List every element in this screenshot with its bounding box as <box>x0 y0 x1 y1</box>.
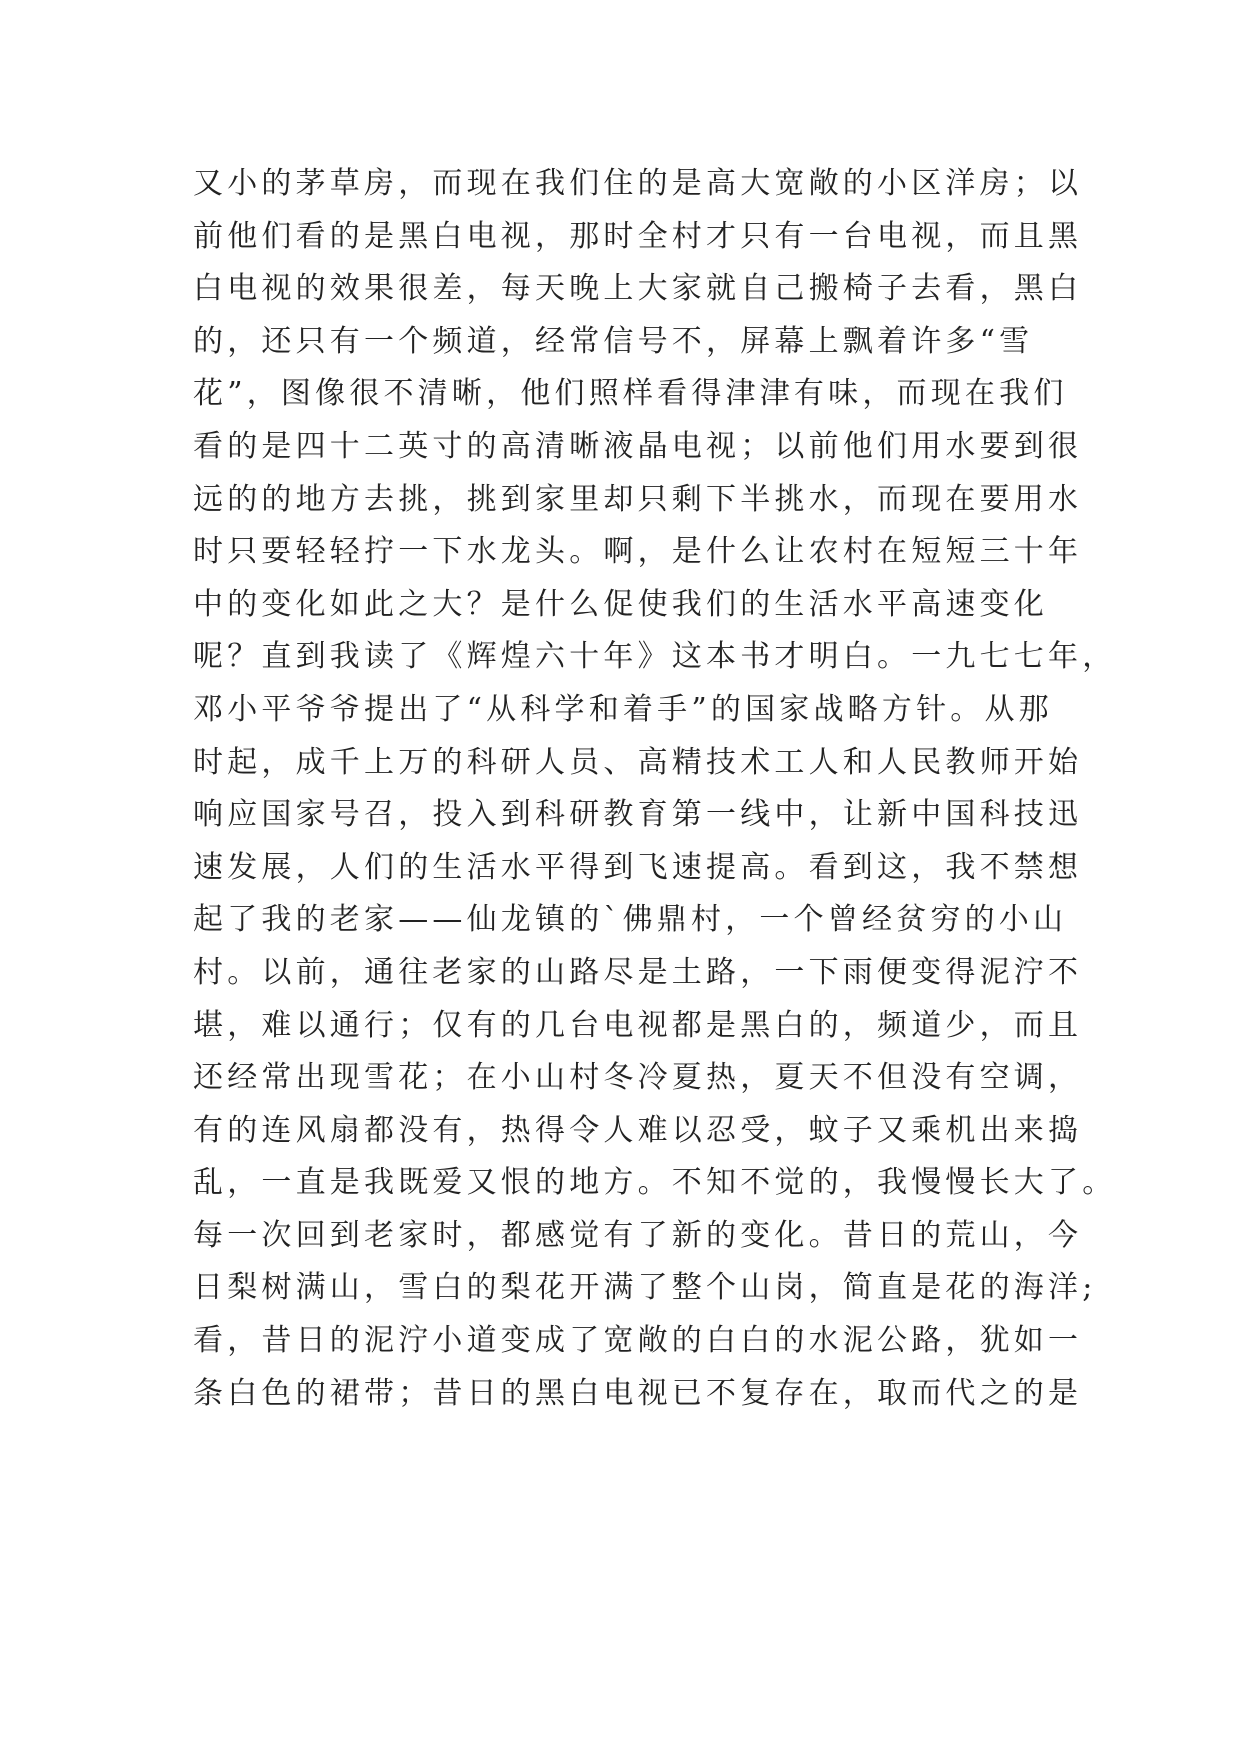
text-line: 时起，成千上万的科研人员、高精技术工人和人民教师开始 <box>193 744 1083 780</box>
text-line: 村。以前，通往老家的山路尽是土路，一下雨便变得泥泞不 <box>193 954 1083 990</box>
text-line: 还经常出现雪花；在小山村冬冷夏热，夏天不但没有空调， <box>193 1060 1083 1096</box>
text-line: 又小的茅草房，而现在我们住的是高大宽敞的小区洋房；以 <box>193 166 1083 201</box>
text-line: 中的变化如此之大？是什么促使我们的生活水平高速变化 <box>193 586 1048 622</box>
text-line: 乱，一直是我既爱又恨的地方。不知不觉的，我慢慢长大了。 <box>193 1165 1117 1201</box>
text-line: 起了我的老家——仙龙镇的`佛鼎村，一个曾经贫穷的小山 <box>193 902 1068 938</box>
text-line: 速发展，人们的生活水平得到飞速提高。看到这，我不禁想 <box>193 849 1083 885</box>
text-line: 呢？直到我读了《辉煌六十年》这本书才明白。一九七七年， <box>193 639 1117 675</box>
text-line: 日梨树满山，雪白的梨花开满了整个山岗，简直是花的海洋; <box>193 1270 1097 1306</box>
text-line: 前他们看的是黑白电视，那时全村才只有一台电视，而且黑 <box>193 218 1083 254</box>
text-line: 的，还只有一个频道，经常信号不，屏幕上飘着许多“雪 <box>193 323 1034 359</box>
body-text <box>193 158 1117 1420</box>
text-line: 邓小平爷爷提出了“从科学和着手”的国家战略方针。从那 <box>193 691 1053 727</box>
text-line: 花”，图像很不清晰，他们照样看得津津有味，而现在我们 <box>193 376 1068 412</box>
text-line: 每一次回到老家时，都感觉有了新的变化。昔日的荒山，今 <box>193 1217 1083 1253</box>
text-line: 看，昔日的泥泞小道变成了宽敞的白白的水泥公路，犹如一 <box>193 1323 1083 1359</box>
text-line: 远的的地方去挑，挑到家里却只剩下半挑水，而现在要用水 <box>193 481 1083 517</box>
text-line: 响应国家号召，投入到科研教育第一线中，让新中国科技迅 <box>193 797 1083 833</box>
text-line: 时只要轻轻拧一下水龙头。啊，是什么让农村在短短三十年 <box>193 534 1083 570</box>
text-line: 看的是四十二英寸的高清晰液晶电视；以前他们用水要到很 <box>193 428 1083 464</box>
text-line: 条白色的裙带；昔日的黑白电视已不复存在，取而代之的是 <box>193 1375 1083 1411</box>
text-line: 有的连风扇都没有，热得令人难以忍受，蚊子又乘机出来捣 <box>193 1112 1083 1148</box>
text-line: 堪，难以通行；仅有的几台电视都是黑白的，频道少，而且 <box>193 1007 1083 1043</box>
text-line: 白电视的效果很差，每天晚上大家就自己搬椅子去看，黑白 <box>193 271 1083 307</box>
